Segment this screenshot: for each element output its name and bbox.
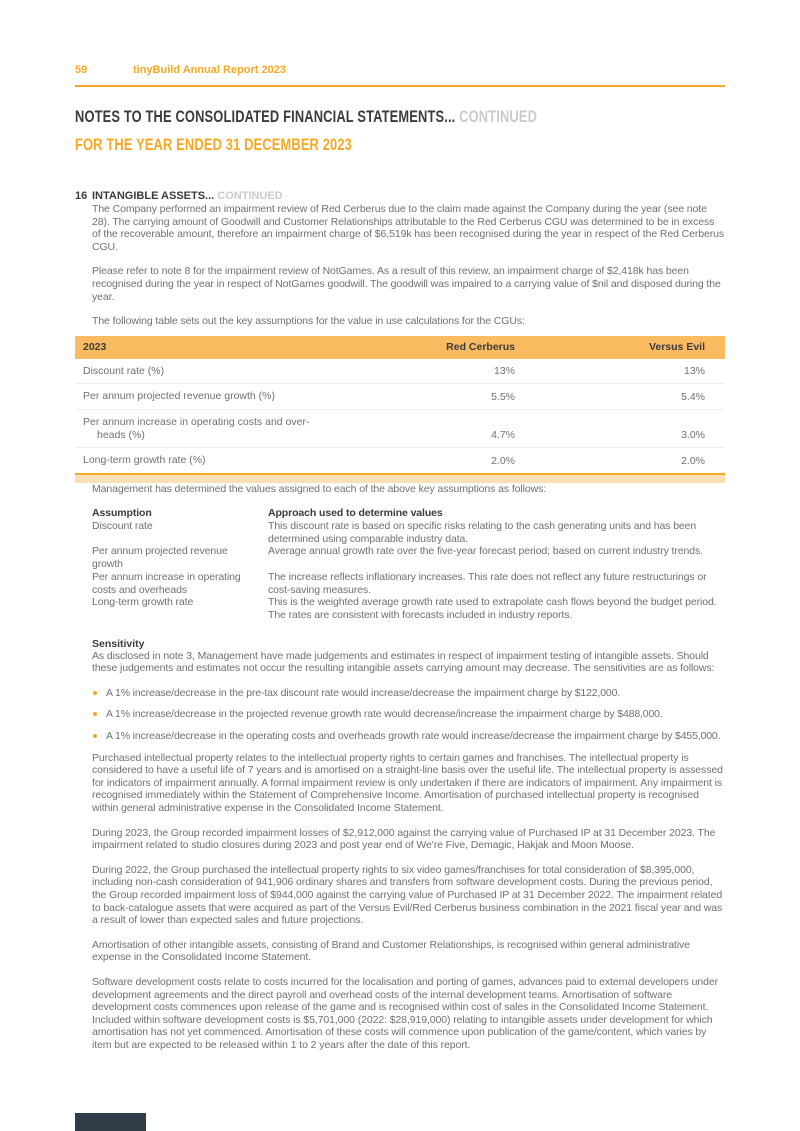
approach-header-row bbox=[92, 507, 725, 520]
table-row bbox=[75, 384, 725, 410]
table-footer-strip bbox=[75, 475, 725, 483]
approach-cell: This discount rate is based on specific risks relating to the cash generating units and has been determined using comparable industry data. bbox=[268, 520, 697, 545]
approach-table bbox=[92, 507, 725, 621]
bullet-dot-icon bbox=[93, 734, 97, 738]
header-rule bbox=[75, 85, 725, 87]
approach-row bbox=[92, 571, 725, 596]
value-red-cerberus: 2.0% bbox=[491, 454, 515, 467]
approach-cell: This is the weighted average growth rate used to extrapolate cash flows beyond the budget period. The rates are consistent with forecasts included in industry reports. bbox=[268, 596, 717, 621]
table-body bbox=[75, 359, 725, 475]
bullet-item bbox=[92, 687, 725, 700]
closing-paragraph: Purchased intellectual property relates to the intellectual property rights to certain games and franchises. The intellectual property is considered to have a useful life of 7 years and is amortised on a straight-line basis over the useful life. The intellectual property is assessed for indicators of impairment annually. A formal impairment review is only undertaken if there are indicators of impairment. Any impairment is recognised immediately within the Statement of Comprehensive Income. Amortisation of purchased intellectual property is recognised within general administrative expense in the Consolidated Income Statement. bbox=[92, 751, 723, 814]
report-title: tinyBuild Annual Report 2023 bbox=[133, 64, 287, 76]
doc-title-main: NOTES TO THE CONSOLIDATED FINANCIAL STATEMENTS... bbox=[75, 108, 456, 126]
bullet-dot-icon bbox=[93, 691, 97, 695]
body-paragraph: The following table sets out the key assumptions for the value in use calculations for the CGUs: bbox=[92, 315, 525, 328]
value-versus-evil: 2.0% bbox=[681, 454, 705, 467]
bullet-item bbox=[92, 730, 725, 743]
section-heading bbox=[75, 190, 725, 202]
doc-subtitle-row bbox=[75, 136, 725, 155]
page-header bbox=[75, 64, 725, 76]
page-number: 59 bbox=[75, 64, 88, 76]
closing-paragraph: During 2022, the Group purchased the intellectual property rights to six video games/franchises for total consideration of $8,395,000, including non-cash consideration of 941,906 ordinary shares and transfers from software development costs. During the previous period, the Group recorded impairment loss of $944,000 against the carrying value of Purchased IP at 31 December 2022. The impairment related to back-catalogue assets that were acquired as part of the Versus Evil/Red Cerberus business combination in the 2021 fiscal year and was a result of lower than expected sales and future projections. bbox=[92, 863, 723, 927]
approach-header-values: Approach used to determine values bbox=[268, 507, 443, 520]
table-header-row bbox=[75, 336, 725, 359]
year-header-cell: 2023 bbox=[83, 341, 107, 354]
doc-subtitle: FOR THE YEAR ENDED 31 DECEMBER 2023 bbox=[75, 136, 352, 154]
bullet-text: A 1% increase/decrease in the projected revenue growth rate would decrease/increase the impairment charge by $488,000. bbox=[106, 708, 663, 721]
col-header-versus-evil: Versus Evil bbox=[648, 341, 705, 354]
row-label-line1: Per annum increase in operating costs and over- bbox=[83, 415, 310, 428]
closing-paragraph: During 2023, the Group recorded impairment losses of $2,912,000 against the carrying value of Purchased IP at 31 December 2023. The impairment related to studio closures during 2023 and post year end of We're Five, Demagic, Hakjak and Moon Moose. bbox=[92, 826, 716, 852]
row-label-line2: heads (%) bbox=[97, 428, 145, 441]
table-row bbox=[75, 448, 725, 473]
assumption-cell: Per annum projected revenue growth bbox=[92, 545, 228, 571]
closing-paragraph: Software development costs relate to costs incurred for the localisation and porting of games, advances paid to external developers under development agreements and the direct payroll and overhead costs of the internal development teams. Amortisation of software development costs commences upon release of the game and is recognised within cost of sales in the Consolidated Income Statement. Included within software development costs is $5,701,000 (2022: $28,919,000) relating to intangible assets under development for which amortisation has not yet commenced. Amortisation of these costs will commence upon publication of the game/content, which varies by item but are expected to be released within 1 to 2 years after the date of this report. bbox=[92, 975, 719, 1051]
col-header-red-cerberus: Red Cerberus bbox=[446, 341, 515, 354]
bullet-dot-icon bbox=[93, 712, 97, 716]
assumptions-table bbox=[75, 336, 725, 483]
value-red-cerberus: 13% bbox=[493, 365, 515, 378]
body-paragraph: Please refer to note 8 for the impairment review of NotGames. As a result of this review, an impairment charge of $2,418k has been recognised during the year in respect of NotGames goodwill. The goodwill was impaired to a carrying value of $nil and disposed during the year. bbox=[92, 265, 721, 303]
approach-row bbox=[92, 596, 725, 621]
table-row bbox=[75, 359, 725, 385]
bullet-text: A 1% increase/decrease in the operating costs and overheads growth rate would increase/decrease the impairment charge by $455,000. bbox=[106, 730, 721, 743]
assumption-cell: Long-term growth rate bbox=[92, 596, 194, 609]
approach-row bbox=[92, 520, 725, 545]
value-versus-evil: 13% bbox=[683, 365, 705, 378]
doc-title bbox=[75, 108, 537, 127]
assumption-cell: Discount rate bbox=[92, 520, 153, 533]
row-label bbox=[75, 416, 325, 441]
row-label: Per annum projected revenue growth (%) bbox=[83, 390, 276, 403]
assumption-cell: Per annum increase in operating costs and overheads bbox=[92, 570, 241, 596]
value-red-cerberus: 4.7% bbox=[491, 429, 515, 442]
bullet-list bbox=[92, 687, 725, 743]
approach-cell: The increase reflects inflationary increases. This rate does not reflect any future restructurings or cost-saving measures. bbox=[268, 570, 707, 596]
sensitivity-title: Sensitivity bbox=[92, 637, 145, 650]
bullet-text: A 1% increase/decrease in the pre-tax discount rate would increase/decrease the impairment charge by $122,000. bbox=[106, 686, 621, 699]
section-number: 16 bbox=[75, 190, 88, 202]
approach-header-assumption: Assumption bbox=[92, 507, 152, 520]
body-paragraph: The Company performed an impairment review of Red Cerberus due to the claim made against the Company during the year (see note 28). The carrying amount of Goodwill and Customer Relationships attributable to the Red Cerberus CGU was determined to be in excess of the recoverable amount, therefore an impairment charge of $6,519k has been recognised during the year in respect of the Red Cerberus CGU. bbox=[92, 203, 725, 253]
table-row bbox=[75, 410, 725, 448]
section-title-continued: CONTINUED bbox=[214, 190, 283, 202]
row-label: Discount rate (%) bbox=[83, 364, 165, 377]
sensitivity-intro: As disclosed in note 3, Management have made judgements and estimates in respect of impairment testing of intangible assets. Should these judgements and estimates not occur the resulting intangible assets carrying amount may decrease. The sensitivities are as follows: bbox=[92, 649, 715, 675]
value-red-cerberus: 5.5% bbox=[491, 390, 515, 403]
value-versus-evil: 3.0% bbox=[681, 429, 705, 442]
doc-title-continued: CONTINUED bbox=[455, 108, 538, 126]
footer-tab bbox=[75, 1113, 146, 1131]
doc-title-row bbox=[75, 108, 725, 127]
row-label: Long-term growth rate (%) bbox=[83, 454, 206, 467]
section-title-text: INTANGIBLE ASSETS... bbox=[92, 190, 215, 202]
bullet-item bbox=[92, 708, 725, 721]
value-versus-evil: 5.4% bbox=[681, 390, 705, 403]
closing-paragraph: Amortisation of other intangible assets, consisting of Brand and Customer Relationships, is recognised within general administrative expense in the Consolidated Income Statement. bbox=[92, 938, 690, 964]
section-title bbox=[92, 190, 283, 202]
approach-cell: Average annual growth rate over the five-year forecast period; based on current industry trends. bbox=[268, 545, 703, 558]
management-note: Management has determined the values assigned to each of the above key assumptions as follows: bbox=[92, 482, 547, 495]
approach-row bbox=[92, 545, 725, 570]
